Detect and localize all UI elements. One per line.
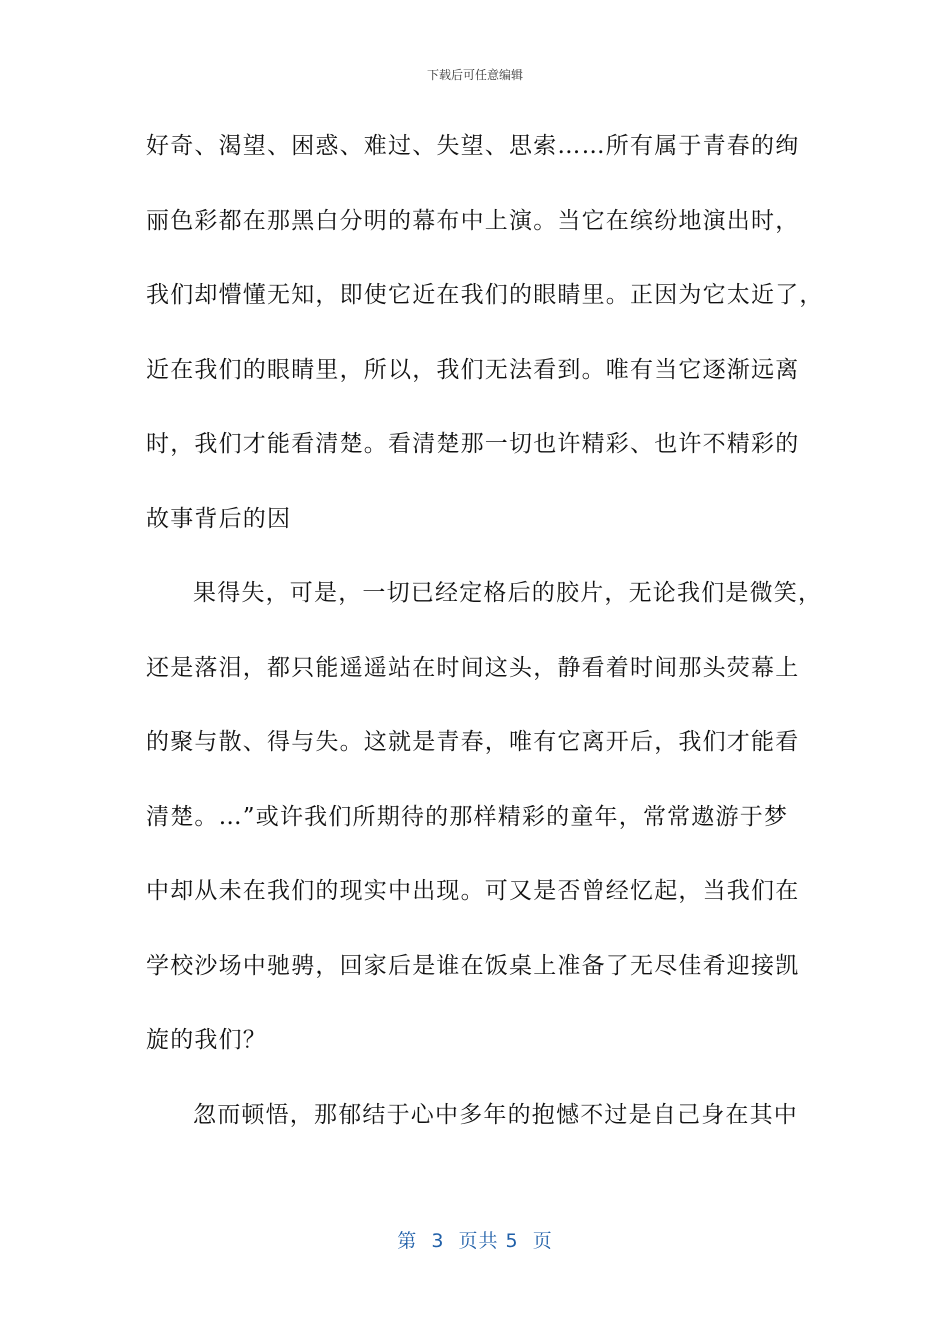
page-number-footer: 第 3 页共 5 页 [397,1230,553,1252]
text-line: 的聚与散、得与失。这就是青春，唯有它离开后，我们才能看 [146,729,800,755]
text-line: 中却从未在我们的现实中出现。可又是否曾经忆起，当我们在 [146,878,800,904]
text-line: 故事背后的因 [146,505,292,532]
text-line: 学校沙场中驰骋，回家后是谁在饭桌上准备了无尽佳肴迎接凯 [146,952,800,979]
document-body [146,126,824,1169]
paragraph-start-line: 忽而顿悟，那郁结于心中多年的抱憾不过是自己身在其中 [193,1101,798,1128]
page-header: 下载后可任意编辑 [426,68,523,82]
text-line: 还是落泪，都只能遥遥站在时间这头，静看着时间那头荧幕上 [146,654,800,681]
text-line: 清楚。…”或许我们所期待的那样精彩的童年，常常遨游于梦 [146,803,789,830]
text-line: 好奇、渴望、困惑、难过、失望、思索……所有属于青春的绚 [146,133,800,159]
text-line: 时，我们才能看清楚。看清楚那一切也许精彩、也许不精彩的 [146,431,800,457]
text-line: 旋的我们？ [146,1027,267,1053]
text-line: 我们却懵懂无知，即使它近在我们的眼睛里。正因为它太近了， [146,282,824,308]
paragraph-start-line: 果得失，可是，一切已经定格后的胶片，无论我们是微笑， [193,580,823,606]
text-line: 丽色彩都在那黑白分明的幕布中上演。当它在缤纷地演出时， [146,207,800,234]
text-line: 近在我们的眼睛里，所以，我们无法看到。唯有当它逐渐远离 [146,356,800,383]
